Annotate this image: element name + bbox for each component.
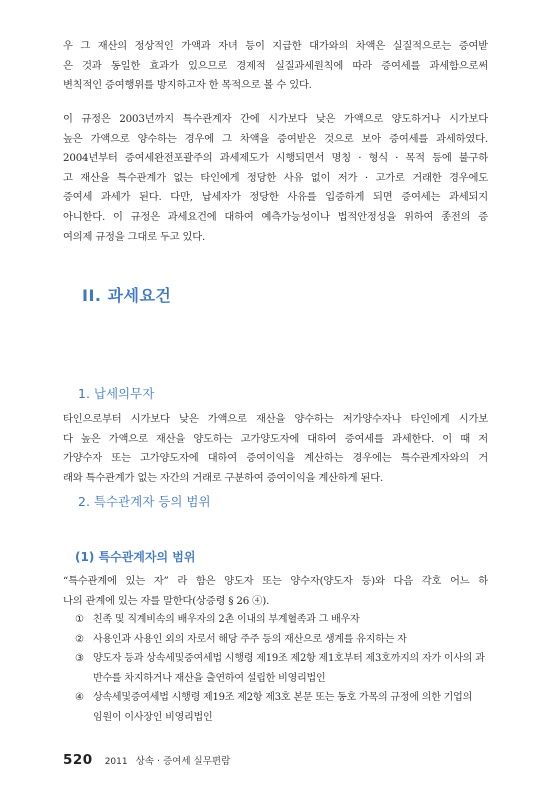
- list-item: [75, 610, 490, 630]
- item-number: ①: [75, 614, 84, 625]
- text-line: 가양수자 또는 고가양도자에 대하여 증여이익을 계산하는 경우에는 특수관계자와의 거: [63, 452, 488, 465]
- list-item: [75, 630, 490, 650]
- text-line: 아니한다. 이 규정은 과세요건에 대하여 예측가능성이나 법적안정성을 위하여 종전의 증: [63, 210, 488, 223]
- item-text: 임원이 이사장인 비영리법인: [93, 711, 213, 723]
- definition-paragraph: [63, 572, 488, 611]
- section-title: II. 과세요건: [82, 286, 172, 305]
- item-number: ④: [75, 692, 84, 704]
- text-line: 래와 특수관계가 없는 자간의 거래로 구분하여 증여이익을 계산하게 된다.: [63, 471, 384, 484]
- text-line: 다 높은 가액으로 재산을 양도하는 고가양도자에 대하여 증여세를 과세한다. 이 때 저: [63, 432, 488, 445]
- list-item: [75, 688, 490, 727]
- text-line: “특수관계에 있는 자” 라 함은 양도자 또는 양수자(양도자 등)와 다음 각호 어느 하: [63, 575, 488, 587]
- item-number: ②: [75, 633, 84, 645]
- text-line: 타인으로부터 시가보다 낮은 가액으로 재산을 양수하는 저가양수자나 타인에게 시가보: [63, 413, 488, 425]
- item-text: 양도자 등과 상속세및증여세법 시행령 제19조 제2항 제1호부터 제3호까지의 자가 이사의 과: [93, 653, 485, 665]
- text-line: 높은 가액으로 양수하는 경우에 그 차액을 증여받은 것으로 보아 증여세를 과세하였다.: [63, 132, 488, 145]
- item-text: 상속세및증여세법 시행령 제19조 제2항 제3호 본문 또는 동호 가목의 규정에 의한 기업의: [93, 692, 473, 704]
- text-line: 은 것과 동일한 효과가 있으므로 경제적 실질과세원칙에 따라 증여세를 과세함으로써: [63, 59, 488, 72]
- text-line: 고 재산을 특수관계가 없는 타인에게 정당한 사유 없이 저가 · 고가로 거래한 경우에도: [63, 171, 488, 184]
- subsection-title-related-party-scope: 2. 특수관계자 등의 범위: [78, 494, 211, 509]
- item-text: 친족 및 직계비속의 배우자의 2촌 이내의 부계혈족과 그 배우자: [93, 614, 360, 625]
- related-party-list: [75, 610, 490, 728]
- item-number: ③: [75, 653, 84, 665]
- text-line: 우 그 재산의 정상적인 가액과 자녀 등이 지급한 대가와의 차액은 실질적으로는 증여받: [63, 40, 488, 52]
- book-year: 2011: [104, 757, 128, 767]
- subsubsection-title: (1) 특수관계자의 범위: [75, 550, 196, 564]
- page-number: 520: [63, 752, 93, 768]
- text-line: 이 규정은 2003년까지 특수관계자 간에 시가보다 낮은 가액으로 양도하거나 시가보다: [63, 113, 488, 125]
- page-footer: [63, 752, 230, 768]
- intro-paragraph: [63, 37, 488, 96]
- taxpayer-paragraph: [63, 410, 488, 488]
- item-text: 반수를 차지하거나 재산을 출연하여 설립한 비영리법인: [93, 672, 326, 684]
- text-line: 여의제 규정을 그대로 두고 있다.: [63, 230, 206, 243]
- list-item: [75, 649, 490, 688]
- text-line: 2004년부터 증여세완전포괄주의 과세제도가 시행되면서 명칭 · 형식 · 목적 등에 불구하: [63, 152, 488, 165]
- text-line: 나의 관계에 있는 자를 말한다(상증령 § 26 ④).: [63, 594, 270, 607]
- subsection-title-taxpayer: 1. 납세의무자: [78, 386, 155, 401]
- text-line: 증여세 과세가 된다. 다만, 납세자가 정당한 사유를 입증하게 되면 증여세는 과세되지: [63, 191, 488, 204]
- rule-paragraph: [63, 110, 488, 247]
- text-line: 변칙적인 증여행위를 방지하고자 한 목적으로 볼 수 있다.: [63, 79, 312, 92]
- item-text: 사용인과 사용인 외의 자로서 해당 주주 등의 재산으로 생계를 유지하는 자: [93, 633, 407, 645]
- book-title: 상속 · 증여세 실무편람: [135, 756, 231, 767]
